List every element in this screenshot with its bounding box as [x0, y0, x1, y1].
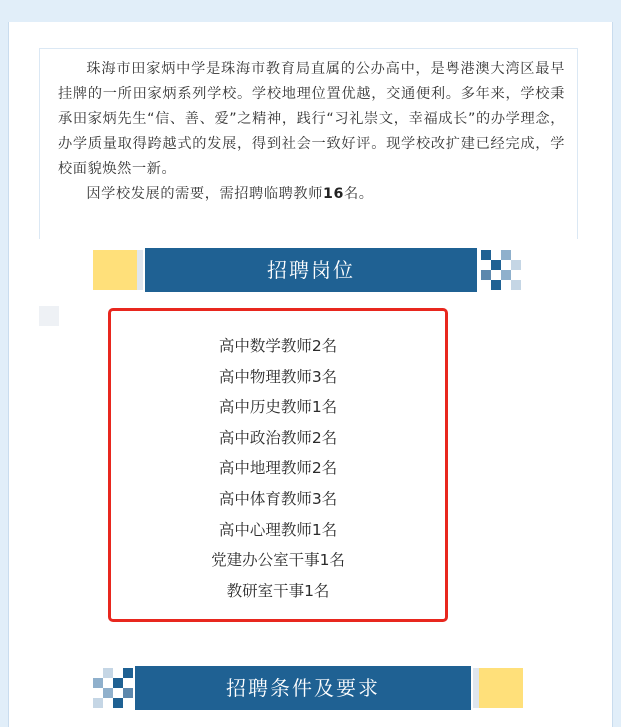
hiring-note-prefix: 因学校发展的需要，需招聘临聘教师: [86, 186, 323, 202]
position-item: 高中历史教师1名: [218, 398, 338, 417]
positions-list: [111, 311, 445, 606]
top-band: [0, 0, 621, 22]
banner-yellow-block: [93, 250, 137, 290]
checker-pattern-icon: [93, 668, 133, 708]
position-item: 教研室干事1名: [226, 581, 330, 600]
positions-banner: [93, 248, 523, 292]
position-item: 高中体育教师3名: [218, 489, 338, 508]
positions-list-box: [108, 308, 448, 622]
hiring-note-suffix: 名。: [343, 186, 374, 202]
banner-yellow-block: [479, 668, 523, 708]
intro-box: [39, 48, 578, 239]
article-page: [8, 22, 613, 727]
checker-pattern-icon: [481, 250, 521, 290]
intro-paragraph: 珠海市田家炳中学是珠海市教育局直属的公办高中，是粤港澳大湾区最早挂牌的一所田家炳系列学校。学校地理位置优越，交通便利。多年来，学校秉承田家炳先生“信、善、爱”之精神，践行“习礼崇文，幸福成长”的办学理念，办学质量取得跨越式的发展，得到社会一致好评。现学校改扩建已经完成，学校面貌焕然一新。: [58, 61, 565, 177]
position-item: 高中物理教师3名: [218, 367, 338, 386]
requirements-banner: [93, 666, 523, 710]
requirements-title: 招聘条件及要求: [135, 666, 471, 710]
banner-stripe: [137, 250, 143, 290]
position-item: 高中地理教师2名: [218, 459, 338, 478]
position-item: 高中数学教师2名: [218, 337, 338, 355]
position-item: 党建办公室干事1名: [211, 551, 345, 570]
intro-hiring-note: [40, 182, 577, 207]
positions-title: 招聘岗位: [145, 248, 477, 292]
position-item: 高中政治教师2名: [218, 428, 338, 447]
hiring-count: 16: [323, 186, 344, 202]
position-item: 高中心理教师1名: [218, 520, 338, 539]
placeholder-square: [39, 306, 59, 326]
